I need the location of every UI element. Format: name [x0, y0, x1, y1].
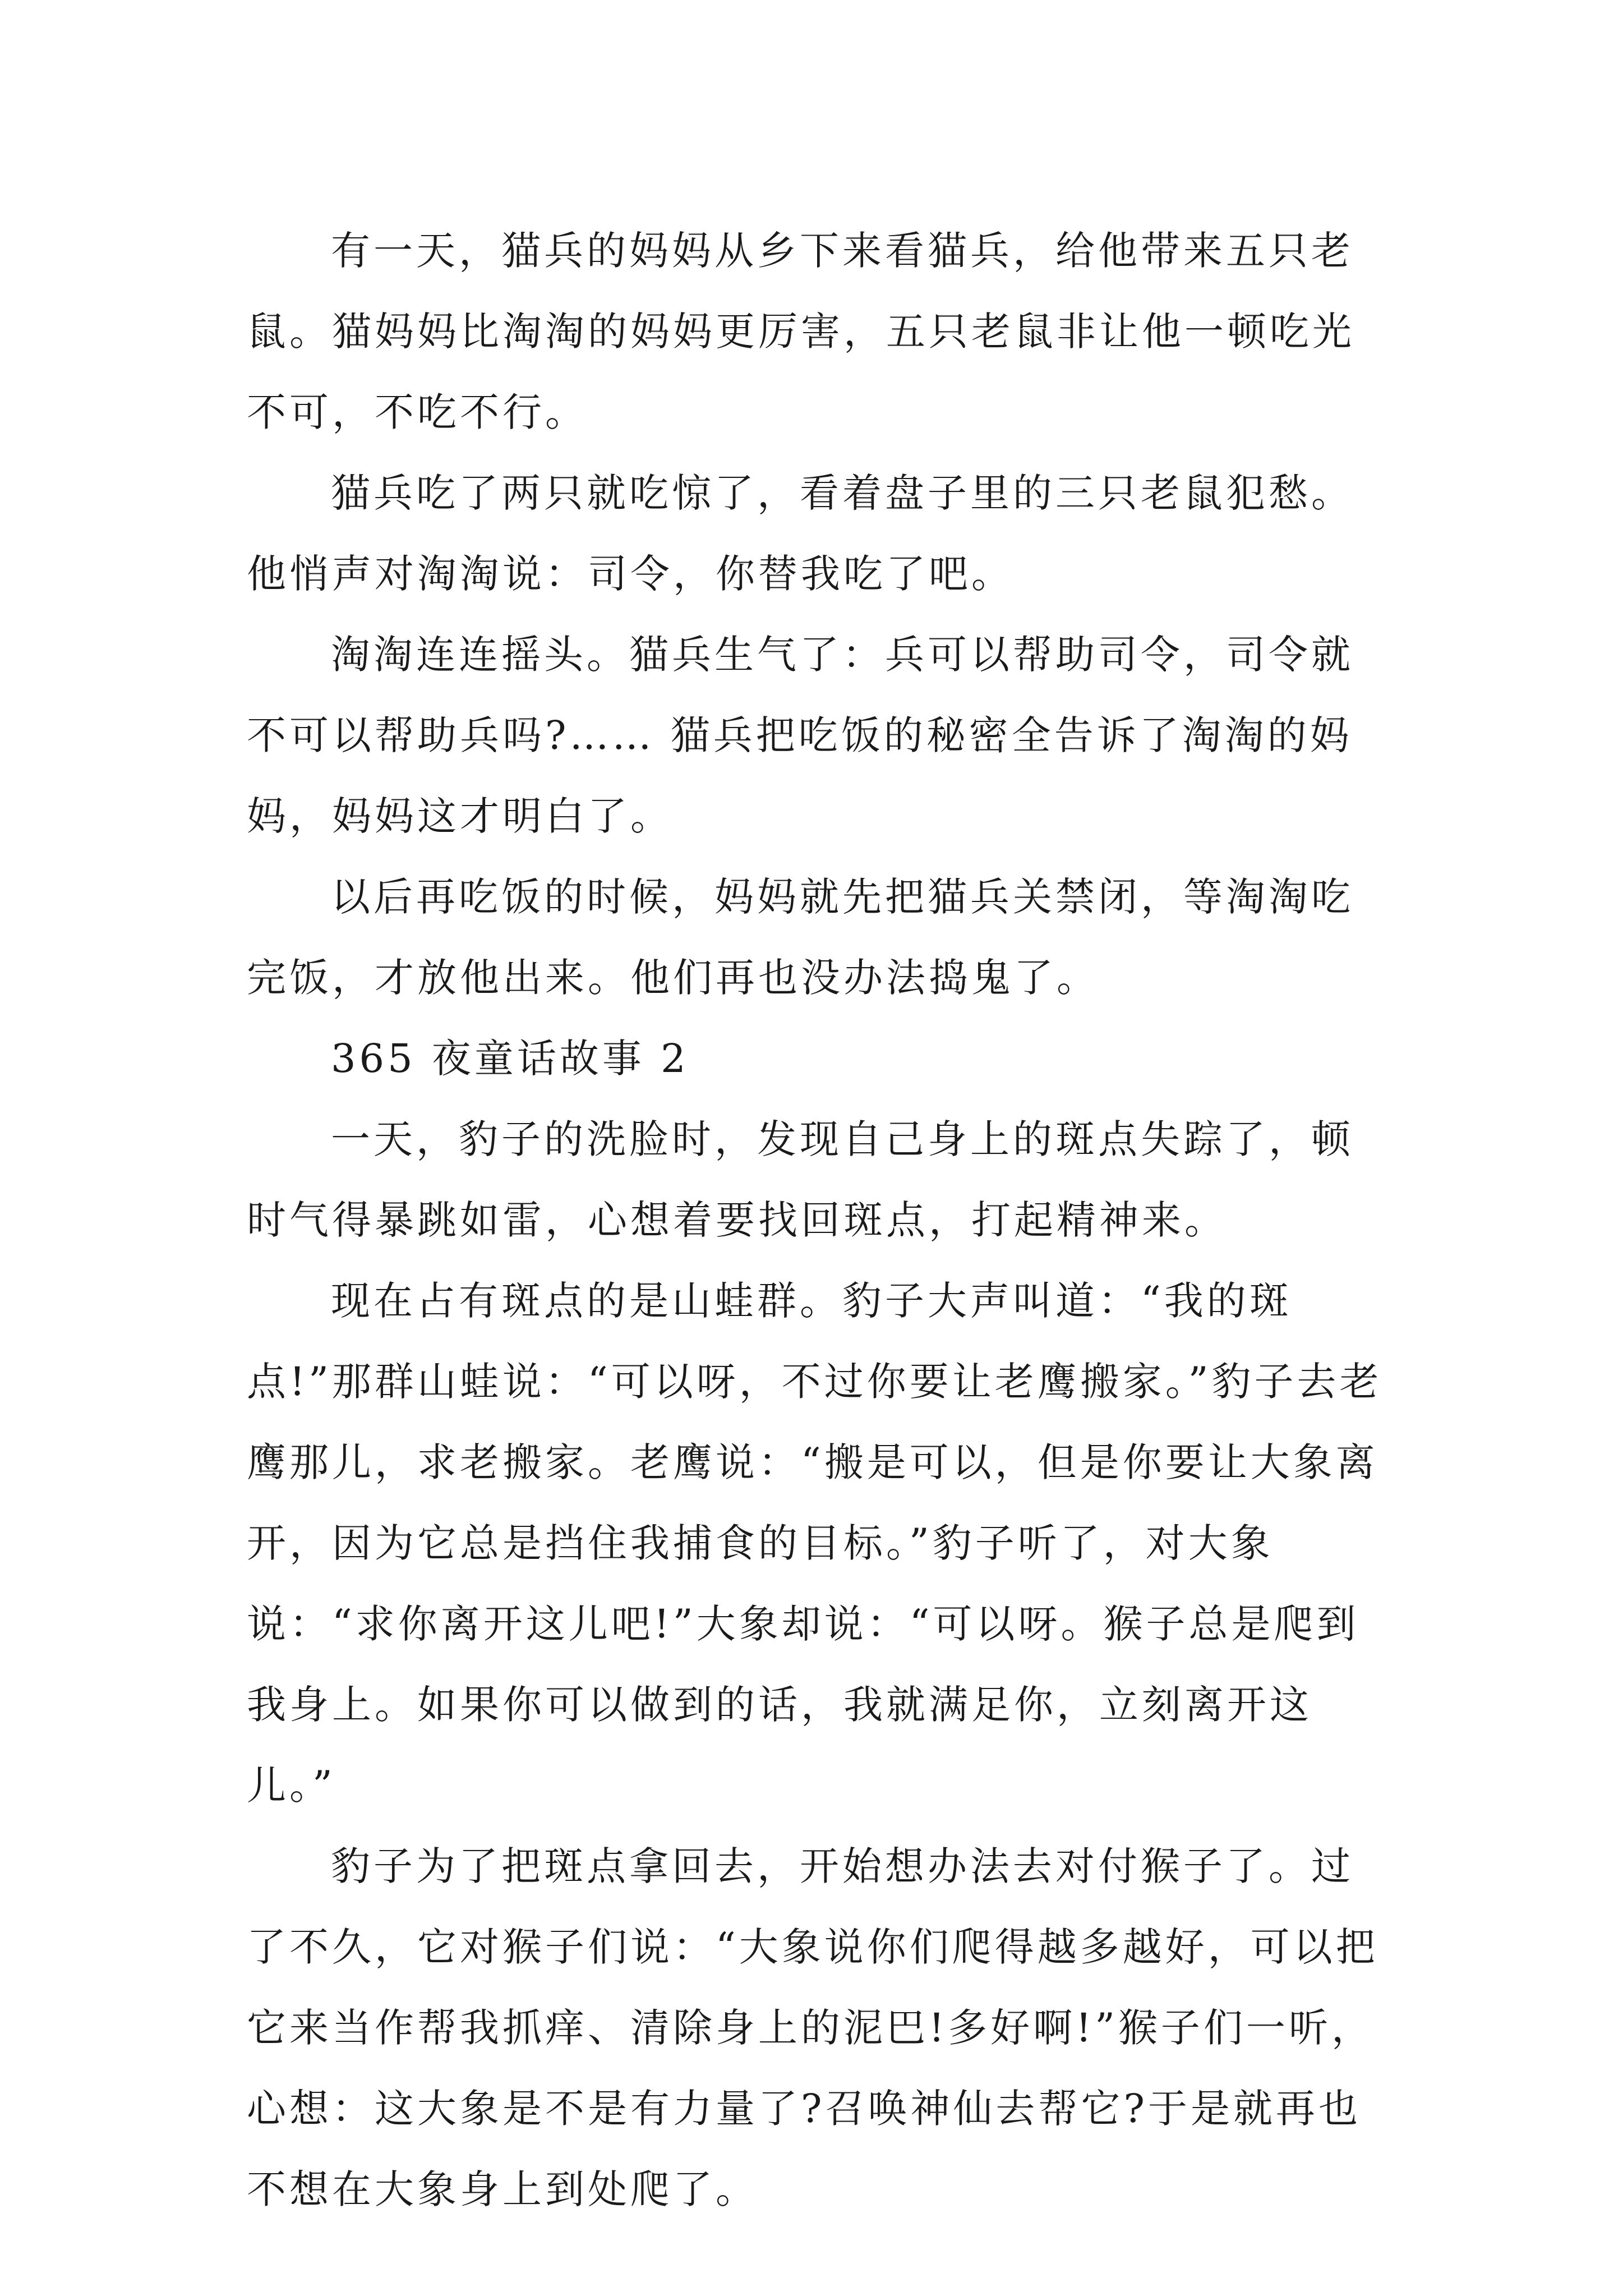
paragraph-leopard-monkeys: 豹子为了把斑点拿回去，开始想办法去对付猴子了。过了不久，它对猴子们说：“大象说你们爬得越多越好，可以把它来当作帮我抓痒、清除身上的泥巴!多好啊!”猴子们一听，心想：这大象是不是有力量了?召唤神仙去帮它?于是就再也不想在大象身上到处爬了。 [247, 1843, 1378, 2212]
paragraph-leopard-spots-lost: 一天，豹子的洗脸时，发现自己身上的斑点失踪了，顿时气得暴跳如雷，心想着要找回斑点，打起精神来。 [247, 1116, 1354, 1243]
story-text [247, 210, 1391, 2230]
paragraph-cat-soldier-worried: 猫兵吃了两只就吃惊了，看着盘子里的三只老鼠犯愁。他悄声对淘淘说：司令，你替我吃了吧。 [247, 470, 1354, 597]
paragraph-cat-soldier-mother: 有一天，猫兵的妈妈从乡下来看猫兵，给他带来五只老鼠。猫妈妈比淘淘的妈妈更厉害，五只老鼠非让他一顿吃光不可，不吃不行。 [247, 228, 1355, 435]
paragraph-frogs-eagle-elephant: 现在占有斑点的是山蛙群。豹子大声叫道：“我的斑点!”那群山蛙说：“可以呀，不过你要让老鹰搬家。”豹子去老鹰那儿，求老搬家。老鹰说：“搬是可以，但是你要让大象离开，因为它总是挡住我捕食的目标。”豹子听了，对大象说：“求你离开这儿吧!”大象却说：“可以呀。猴子总是爬到我身上。如果你可以做到的话，我就满足你，立刻离开这儿。” [247, 1278, 1382, 1809]
story-heading: 365 夜童话故事 2 [331, 1036, 689, 1082]
paragraph-taotao-shakes-head: 淘淘连连摇头。猫兵生气了：兵可以帮助司令，司令就不可以帮助兵吗?…… 猫兵把吃饭的秘密全告诉了淘淘的妈妈，妈妈这才明白了。 [247, 632, 1354, 839]
paragraph-later-meals: 以后再吃饭的时候，妈妈就先把猫兵关禁闭，等淘淘吃完饭，才放他出来。他们再也没办法捣鬼了。 [247, 874, 1354, 1001]
